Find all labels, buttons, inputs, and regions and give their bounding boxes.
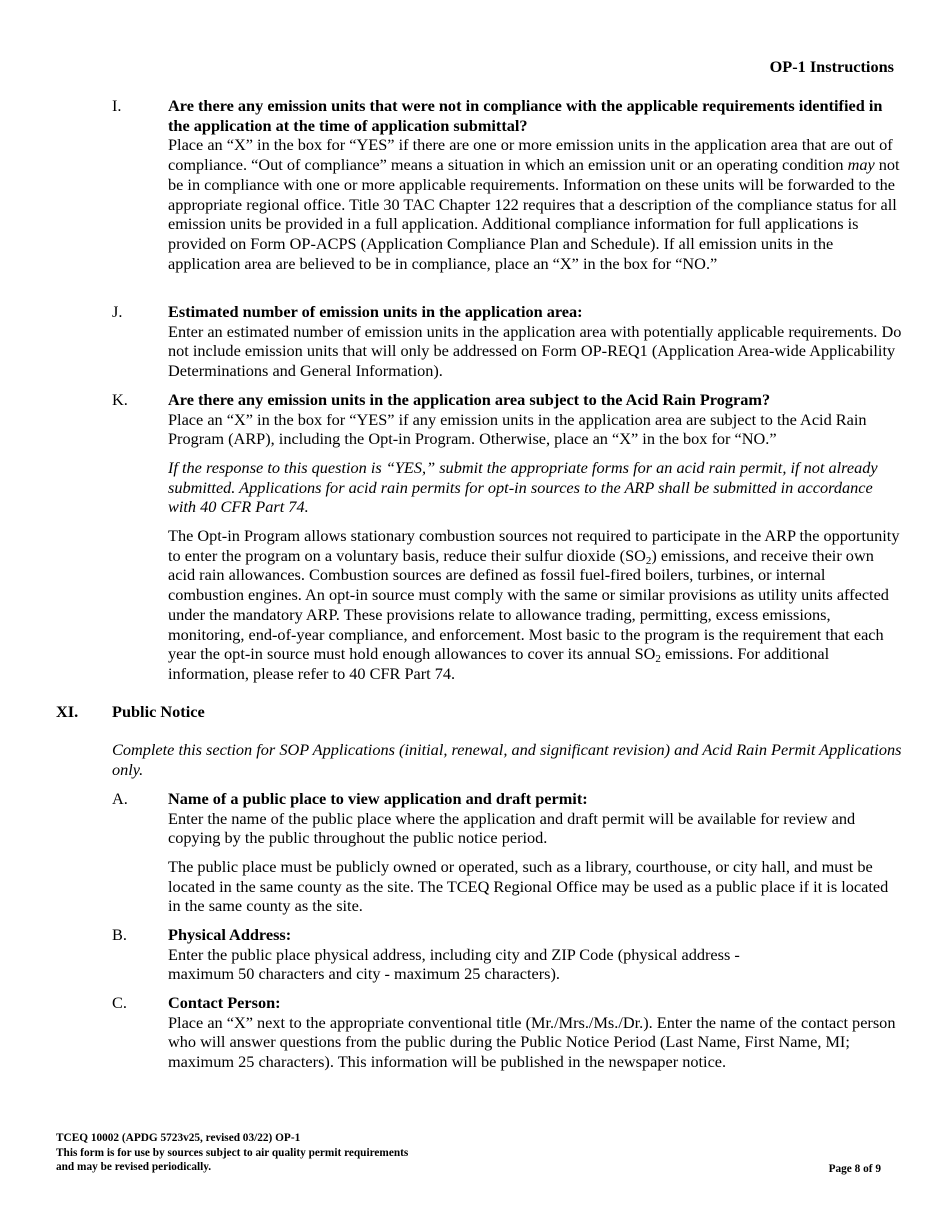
item-text-line: maximum 50 characters and city - maximum 25 characters). (168, 964, 560, 984)
item-a (112, 789, 902, 848)
item-title: Contact Person: (168, 993, 281, 1012)
item-text: Enter an estimated number of emission units in the application area with potentially applicable requirements. Do not include emission units that will only be addressed on Form OP-REQ1 (Application Area-wide Applicability Determinations and General Information). (168, 321, 902, 381)
public-place-requirements: The public place must be publicly owned or operated, such as a library, courthouse, or city hall, and must be located in the same county as the site. The TCEQ Regional Office may be used as a public place if it is located in the same county as the site. (168, 857, 889, 916)
footer-line: This form is for use by sources subject to air quality permit requirements (56, 1146, 409, 1159)
item-text: Place an “X” in the box for “YES” if any emission units in the application area are subject to the Acid Rain Program (ARP), including the Opt-in Program. Otherwise, place an “X” in the box for “NO.” (168, 409, 867, 449)
page-header-title: OP-1 Instructions (769, 57, 894, 76)
footer-line: TCEQ 10002 (APDG 5723v25, revised 03/22) OP-1 (56, 1132, 301, 1144)
item-letter: C. (112, 993, 127, 1012)
item-title: Name of a public place to view application and draft permit: (168, 789, 588, 808)
acid-rain-italic-note: If the response to this question is “YES,” submit the appropriate forms for an acid rain permit, if not already submitted. Applications for acid rain permits for opt-in sources to the ARP shall be submitted in accordance with 40 CFR Part 74. (168, 458, 878, 517)
section-title: Public Notice (112, 702, 205, 721)
item-text: Enter the name of the public place where the application and draft permit will be available for review and copying by the public throughout the public notice period. (168, 808, 856, 848)
item-i (112, 96, 902, 273)
item-k (112, 390, 902, 449)
item-title: Are there any emission units that were not in compliance with the applicable requirements identified in the application at the time of application submittal? (168, 96, 883, 135)
section-number: XI. (56, 702, 79, 721)
item-b (112, 925, 902, 984)
footer-line: and may be revised periodically. (56, 1161, 212, 1173)
item-c (112, 993, 902, 1072)
footer-form-info (56, 1131, 408, 1175)
item-text: Place an “X” next to the appropriate conventional title (Mr./Mrs./Ms./Dr.). Enter the name of the contact person who will answer questions from the public during the Public Notice Period (Last Name, First Name, MI; maximum 25 characters). This information will be published in the newspaper notice. (168, 1012, 896, 1072)
optin-program-paragraph: The Opt-in Program allows stationary combustion sources not required to participate in the ARP the opportunity to enter the program on a voluntary basis, reduce their sulfur dioxide $(SO_2)$ emissions, and receive their own acid rain allowances. Combustion sources are defined as fossil fuel-fired boilers, turbines, or internal combustion engines. An opt-in source must comply with the same or similar provisions as utility units affected under the mandatory ARP. These provisions relate to allowance trading, permitting, excess emissions, monitoring, end-of-year compliance, and enforcement. Most basic to the program is the requirement that each year the opt-in source must hold enough allowances to cover its annual $SO_2$ emissions. For additional information, please refer to 40 CFR Part 74. (168, 526, 900, 683)
item-letter: K. (112, 390, 128, 409)
item-text: Place an “X” in the box for “YES” if there are one or more emission units in the application area that are out of compliance. “Out of compliance” means a situation in which an emission unit or an operating condition may not be in compliance with one or more applicable requirements. Information on these units will be forwarded to the appropriate regional office. Title 30 TAC Chapter 122 requires that a description of the compliance status for all emission units be provided in a full application. Additional compliance information for full applications is provided on Form OP-ACPS (Application Compliance Plan and Schedule). If all emission units in the application area are believed to be in compliance, place an “X” in the box for “NO.” (168, 135, 900, 273)
item-title: Estimated number of emission units in the application area: (168, 302, 583, 321)
item-letter: A. (112, 789, 128, 808)
page-number: Page 8 of 9 (828, 1163, 881, 1175)
item-letter: I. (112, 96, 122, 115)
item-letter: J. (112, 302, 123, 321)
item-title: Are there any emission units in the application area subject to the Acid Rain Program? (168, 390, 771, 409)
item-letter: B. (112, 925, 127, 944)
section-intro: Complete this section for SOP Applications (initial, renewal, and significant revision) and Acid Rain Permit Applications only. (112, 740, 902, 779)
item-j (112, 302, 902, 381)
item-title: Physical Address: (168, 925, 292, 944)
item-text-line: Enter the public place physical address, including city and ZIP Code (physical address - (168, 944, 740, 964)
